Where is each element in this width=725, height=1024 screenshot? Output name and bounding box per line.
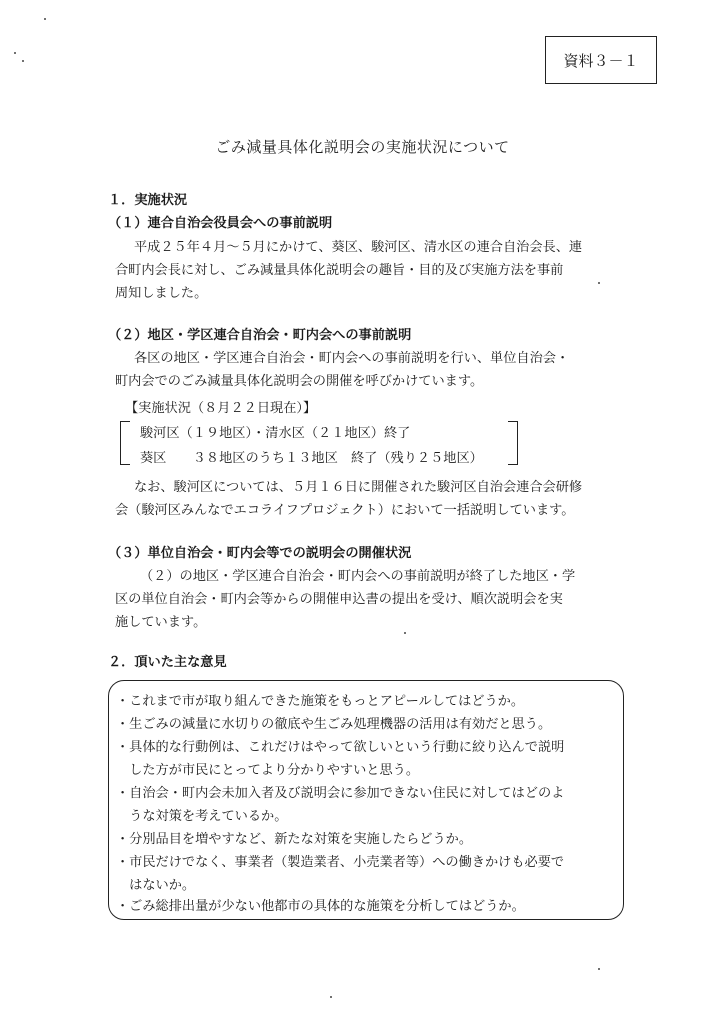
scan-speck bbox=[404, 632, 406, 634]
subsection-3-body-line: 区の単位自治会・町内会等からの開催申込書の提出を受け、順次説明会を実 bbox=[115, 592, 563, 607]
section-2-heading: ２．頂いた主な意見 bbox=[108, 655, 227, 670]
document-title: ごみ減量具体化説明会の実施状況について bbox=[215, 138, 510, 156]
opinion-line: うな対策を考えているか。 bbox=[116, 809, 288, 824]
opinion-line: ・ごみ総排出量が少ない他都市の具体的な施策を分析してはどうか。 bbox=[116, 899, 525, 914]
subsection-3-body-line: 施しています。 bbox=[115, 615, 207, 630]
subsection-3-body-line: （２）の地区・学区連合自治会・町内会への事前説明が終了した地区・学 bbox=[140, 569, 576, 584]
status-note-line: なお、駿河区については、５月１６日に開催された駿河区自治会連合会研修 bbox=[134, 480, 583, 495]
subsection-3-heading: （３）単位自治会・町内会等での説明会の開催状況 bbox=[108, 546, 412, 561]
scan-speck bbox=[598, 282, 600, 284]
scan-speck bbox=[22, 60, 24, 62]
section-1-heading: １．実施状況 bbox=[108, 193, 188, 208]
subsection-1-heading: （１）連合自治会役員会への事前説明 bbox=[108, 216, 333, 231]
status-heading: 【実施状況（８月２２日現在）】 bbox=[125, 401, 317, 416]
opinion-line: ・これまで市が取り組んできた施策をもっとアピールしてはどうか。 bbox=[116, 694, 525, 709]
opinion-line: はないか。 bbox=[116, 878, 196, 893]
reference-label: 資料３－１ bbox=[563, 51, 639, 70]
scan-speck bbox=[598, 968, 600, 970]
subsection-1-body-line: 平成２５年４月～５月にかけて、葵区、駿河区、清水区の連合自治会長、連 bbox=[134, 240, 583, 255]
status-note-line: 会（駿河区みんなでエコライフプロジェクト）において一括説明しています。 bbox=[115, 503, 575, 518]
subsection-1-body-line: 合町内会長に対し、ごみ減量具体化説明会の趣旨・目的及び実施方法を事前 bbox=[115, 263, 564, 278]
scan-speck bbox=[330, 996, 332, 998]
subsection-1-body-line: 周知しました。 bbox=[115, 286, 208, 301]
status-line: 葵区 ３８地区のうち１３地区 終了（残り２５地区） bbox=[140, 451, 483, 466]
opinion-line: ・具体的な行動例は、これだけはやって欲しいという行動に絞り込んで説明 bbox=[116, 740, 565, 755]
status-bracket-left bbox=[120, 421, 130, 465]
reference-label-box bbox=[545, 36, 657, 84]
subsection-2-body-line: 町内会でのごみ減量具体化説明会の開催を呼びかけています。 bbox=[115, 374, 484, 389]
opinion-line: ・市民だけでなく、事業者（製造業者、小売業者等）への働きかけも必要で bbox=[116, 855, 565, 870]
subsection-2-body-line: 各区の地区・学区連合自治会・町内会への事前説明を行い、単位自治会・ bbox=[134, 351, 570, 366]
scan-speck bbox=[14, 52, 16, 54]
opinion-line: ・分別品目を増やすなど、新たな対策を実施したらどうか。 bbox=[116, 832, 473, 847]
opinion-line: ・生ごみの減量に水切りの徹底や生ごみ処理機器の活用は有効だと思う。 bbox=[116, 717, 552, 732]
opinion-line: した方が市民にとってより分かりやすいと思う。 bbox=[116, 763, 420, 778]
opinion-line: ・自治会・町内会未加入者及び説明会に参加できない住民に対してはどのよ bbox=[116, 786, 565, 801]
status-bracket-right bbox=[508, 421, 518, 465]
scan-speck bbox=[44, 18, 46, 20]
status-line: 駿河区（１９地区）・清水区（２１地区）終了 bbox=[140, 426, 411, 441]
subsection-2-heading: （２）地区・学区連合自治会・町内会への事前説明 bbox=[108, 328, 412, 343]
